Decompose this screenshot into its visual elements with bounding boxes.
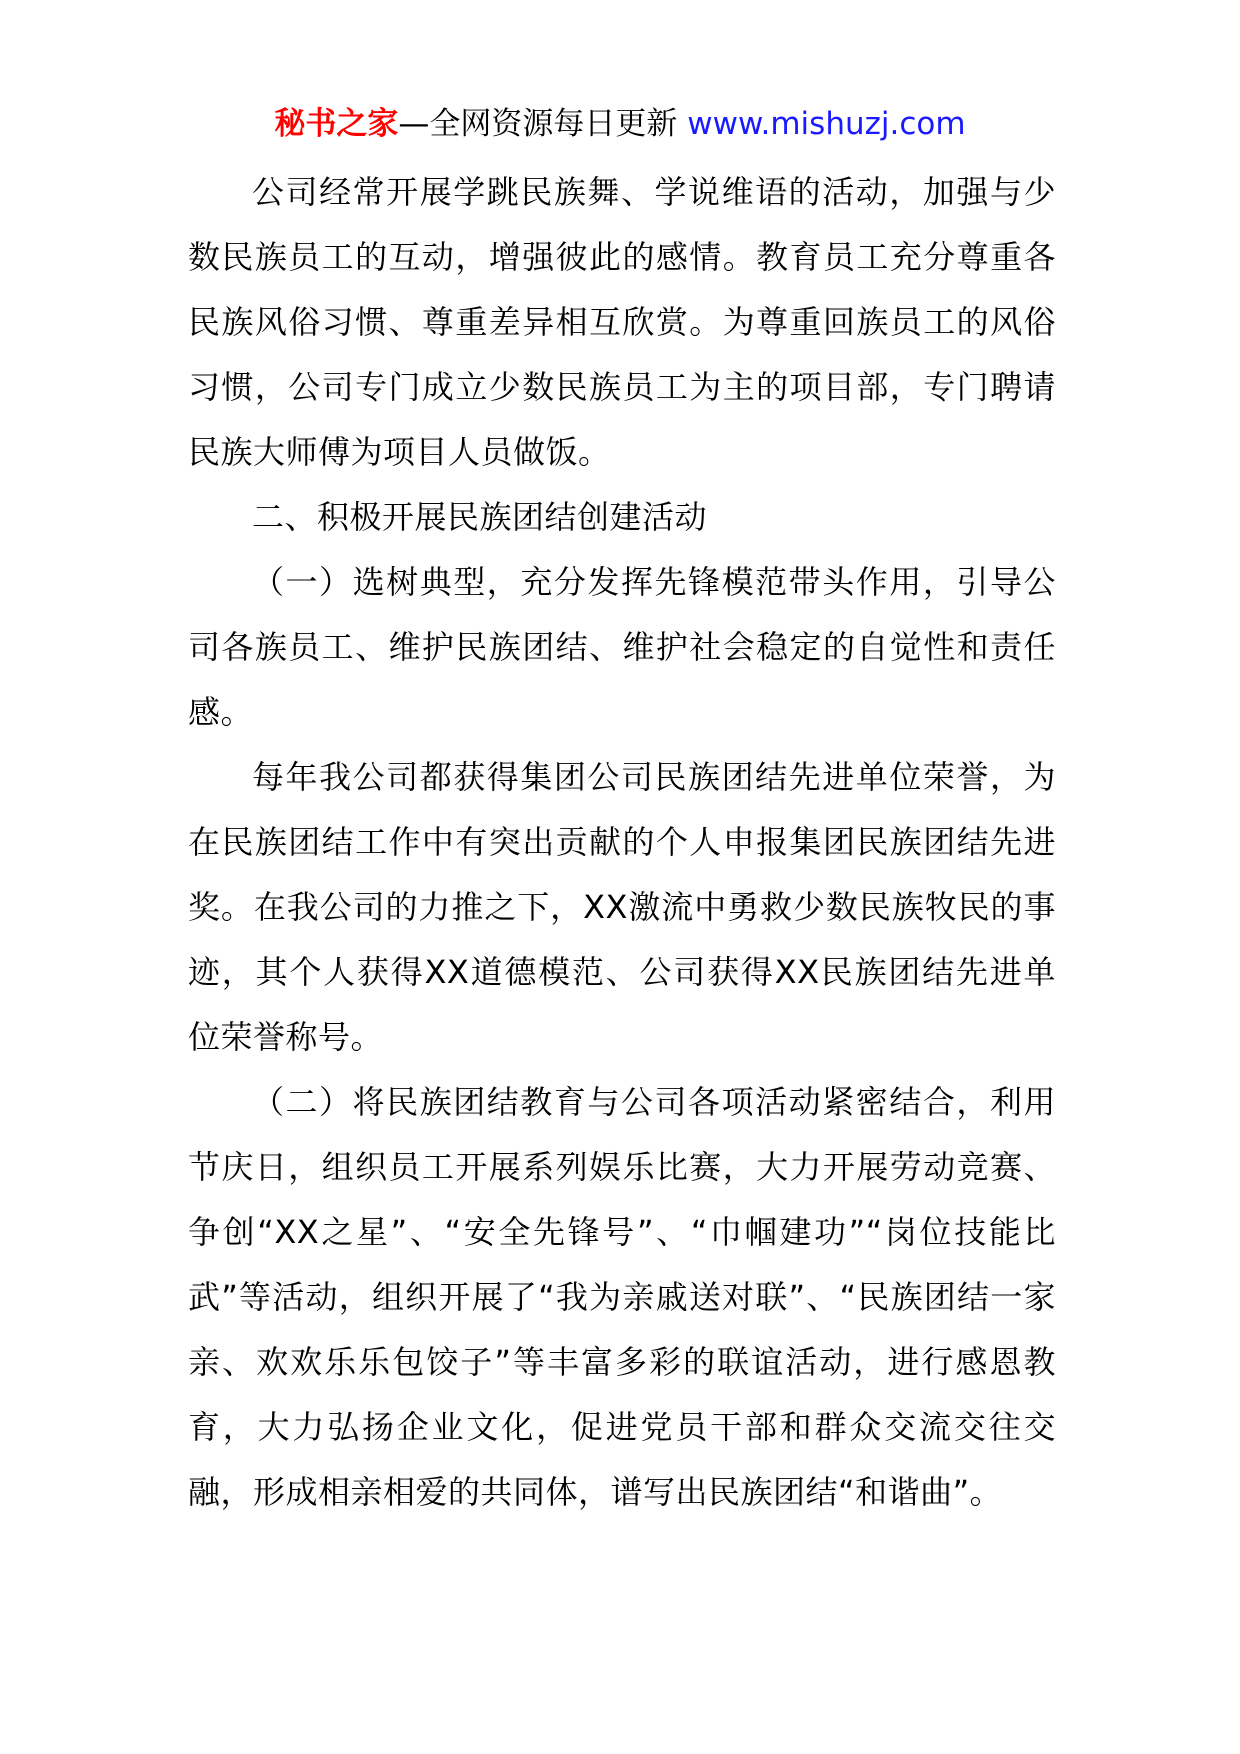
site-url-link[interactable]: www.mishuzj.com (687, 106, 966, 142)
document-body (188, 160, 1056, 1525)
paragraph-intro: 公司经常开展学跳民族舞、学说维语的活动，加强与少数民族员工的互动，增强彼此的感情。教育员工充分尊重各民族风俗习惯、尊重差异相互欣赏。为尊重回族员工的风俗习惯，公司专门成立少数民族员工为主的项目部，专门聘请民族大师傅为项目人员做饭。 (188, 173, 1056, 471)
header-tagline: —全网资源每日更新 (398, 106, 688, 142)
brand-name: 秘书之家 (274, 106, 399, 142)
paragraph-point-two: （二）将民族团结教育与公司各项活动紧密结合，利用节庆日，组织员工开展系列娱乐比赛，大力开展劳动竞赛、争创“XX之星”、“安全先锋号”、“巾帼建功”“岗位技能比武”等活动，组织开展了“我为亲戚送对联”、“民族团结一家亲、欢欢乐乐包饺子”等丰富多彩的联谊活动，进行感恩教育，大力弘扬企业文化，促进党员干部和群众交流交往交融，形成相亲相爱的共同体，谱写出民族团结“和谐曲”。 (188, 1083, 1056, 1511)
paragraph-honors: 每年我公司都获得集团公司民族团结先进单位荣誉，为在民族团结工作中有突出贡献的个人申报集团民族团结先进奖。在我公司的力推之下，XX激流中勇救少数民族牧民的事迹，其个人获得XX道德模范、公司获得XX民族团结先进单位荣誉称号。 (188, 758, 1056, 1056)
section-heading: 二、积极开展民族团结创建活动 (252, 498, 708, 536)
paragraph-point-one: （一）选树典型，充分发挥先锋模范带头作用，引导公司各族员工、维护民族团结、维护社会稳定的自觉性和责任感。 (188, 563, 1056, 731)
page-header (0, 102, 1240, 146)
